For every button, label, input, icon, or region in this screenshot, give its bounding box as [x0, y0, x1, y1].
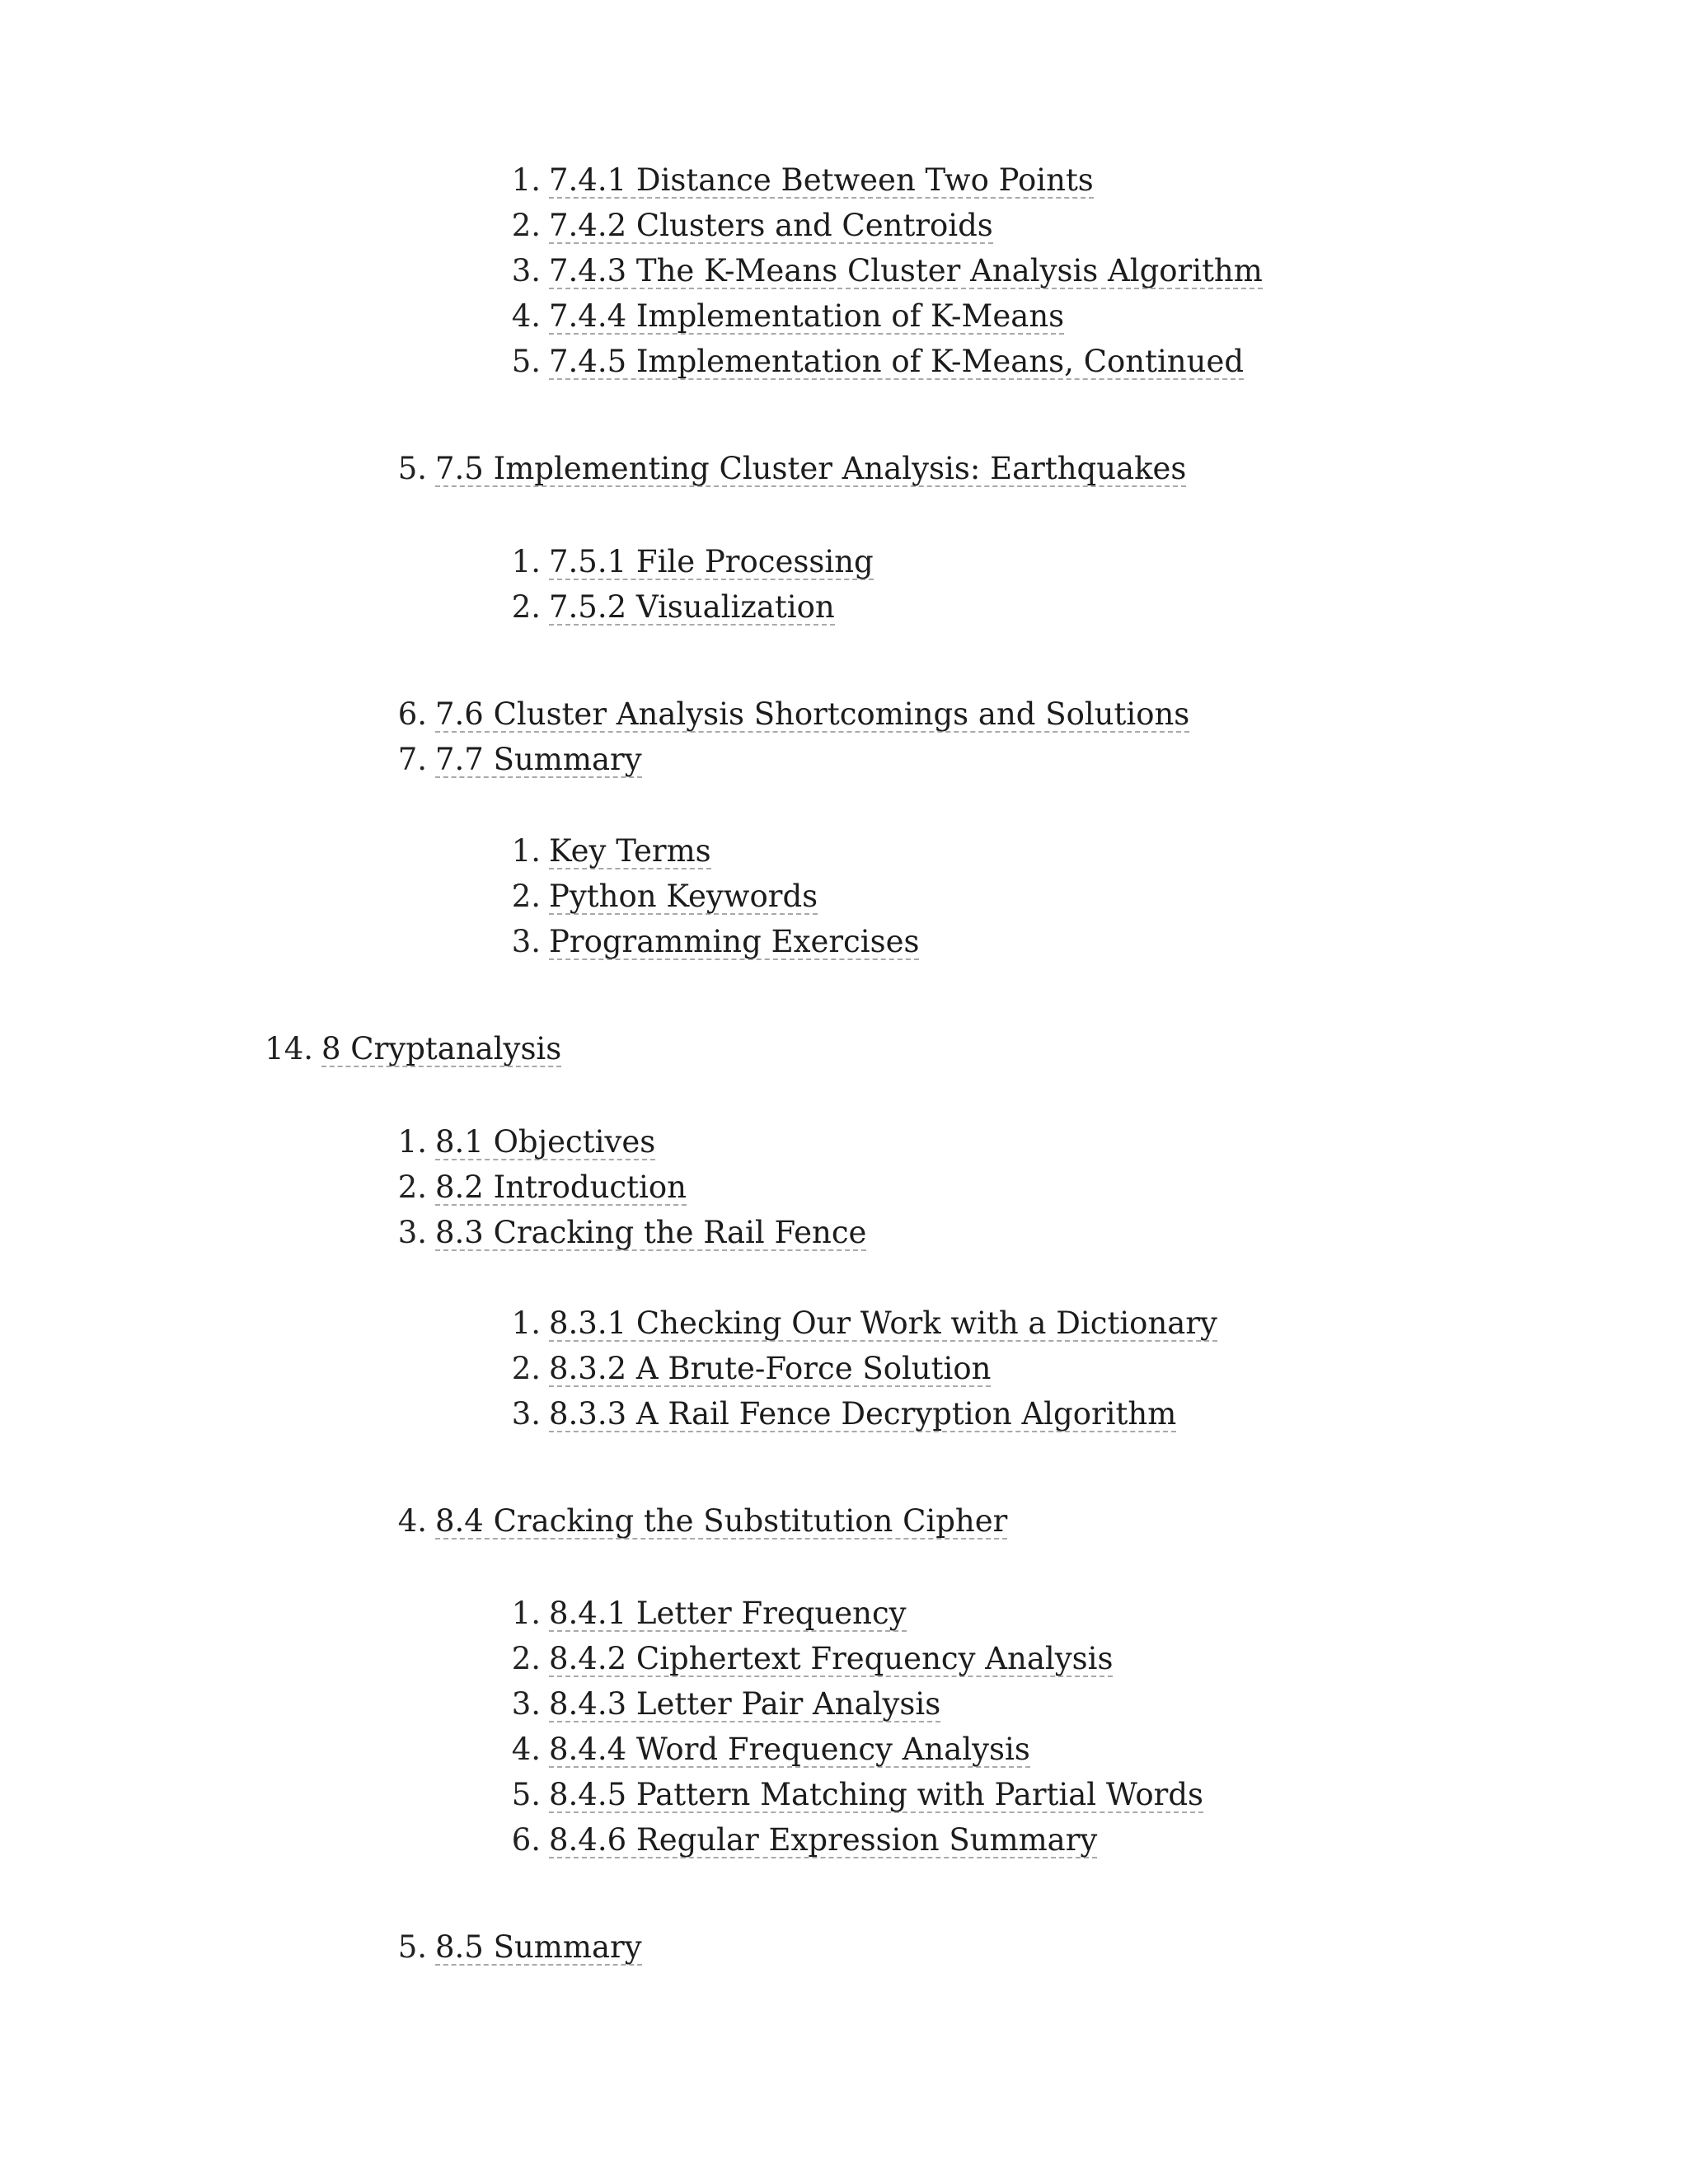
toc-entry-number: 1.	[511, 162, 541, 198]
toc-link-7-5-1[interactable]: 7.5.1 File Processing	[549, 544, 874, 579]
toc-link-8-4-3[interactable]: 8.4.3 Letter Pair Analysis	[549, 1686, 941, 1722]
toc-link-python-keywords[interactable]: Python Keywords	[549, 879, 818, 914]
toc-link-7-4-5[interactable]: 7.4.5 Implementation of K-Means, Continued	[549, 344, 1245, 379]
toc-entry-8-4-5	[511, 1773, 1204, 1817]
toc-entry-number: 4.	[511, 1732, 541, 1767]
toc-entry-key-terms	[511, 829, 711, 874]
toc-entry-8-3-2	[511, 1347, 992, 1391]
toc-link-key-terms[interactable]: Key Terms	[549, 833, 711, 869]
toc-entry-number: 5.	[397, 1929, 427, 1965]
toc-entry-python-keywords	[511, 874, 818, 919]
toc-entry-7-5-1	[511, 540, 874, 584]
toc-link-8-3-3[interactable]: 8.3.3 A Rail Fence Decryption Algorithm	[549, 1396, 1177, 1432]
toc-entry-number: 3.	[511, 1396, 541, 1432]
toc-entry-number: 1.	[511, 833, 541, 869]
toc-entry-7-7	[397, 738, 642, 782]
toc-link-8-4[interactable]: 8.4 Cracking the Substitution Cipher	[435, 1503, 1008, 1539]
toc-link-7-4-3[interactable]: 7.4.3 The K-Means Cluster Analysis Algorithm	[549, 253, 1263, 288]
toc-link-8-3-1[interactable]: 8.3.1 Checking Our Work with a Dictionary	[549, 1305, 1217, 1341]
toc-entry-8-4-6	[511, 1818, 1098, 1863]
toc-entry-number: 2.	[511, 1641, 541, 1676]
toc-link-8-1[interactable]: 8.1 Objectives	[435, 1124, 656, 1160]
toc-entry-number: 5.	[511, 1777, 541, 1812]
toc-entry-8-4-3	[511, 1682, 941, 1727]
toc-link-7-6[interactable]: 7.6 Cluster Analysis Shortcomings and Solutions	[435, 696, 1190, 732]
toc-entry-programming-exercises	[511, 920, 920, 964]
toc-entry-number: 4.	[397, 1503, 427, 1539]
toc-entry-number: 14.	[265, 1031, 313, 1066]
toc-link-8-5[interactable]: 8.5 Summary	[435, 1929, 642, 1965]
toc-entry-8-4-1	[511, 1591, 907, 1636]
toc-entry-number: 1.	[397, 1124, 427, 1160]
toc-link-8-4-2[interactable]: 8.4.2 Ciphertext Frequency Analysis	[549, 1641, 1114, 1676]
toc-entry-7-6	[397, 692, 1190, 737]
toc-entry-8-4-4	[511, 1727, 1030, 1772]
toc-entry-8-1	[397, 1120, 656, 1165]
toc-entry-7-4-5	[511, 340, 1245, 384]
toc-link-7-5[interactable]: 7.5 Implementing Cluster Analysis: Earthquakes	[435, 451, 1187, 486]
toc-entry-number: 1.	[511, 1596, 541, 1631]
toc-entry-number: 2.	[511, 589, 541, 625]
toc-link-8-2[interactable]: 8.2 Introduction	[435, 1169, 687, 1205]
toc-link-8-4-5[interactable]: 8.4.5 Pattern Matching with Partial Words	[549, 1777, 1204, 1812]
toc-entry-number: 2.	[511, 208, 541, 243]
toc-link-7-4-4[interactable]: 7.4.4 Implementation of K-Means	[549, 298, 1065, 334]
toc-entry-number: 7.	[397, 742, 427, 777]
toc-link-programming-exercises[interactable]: Programming Exercises	[549, 924, 920, 959]
toc-entry-8-2	[397, 1165, 687, 1210]
toc-link-chapter-8[interactable]: 8 Cryptanalysis	[321, 1031, 562, 1066]
toc-link-7-7[interactable]: 7.7 Summary	[435, 742, 642, 777]
toc-link-8-4-1[interactable]: 8.4.1 Letter Frequency	[549, 1596, 907, 1631]
toc-link-8-3-2[interactable]: 8.3.2 A Brute-Force Solution	[549, 1351, 992, 1386]
toc-link-8-4-6[interactable]: 8.4.6 Regular Expression Summary	[549, 1822, 1098, 1858]
toc-entry-8-4-2	[511, 1637, 1114, 1681]
toc-entry-8-3	[397, 1211, 867, 1255]
toc-entry-number: 6.	[397, 696, 427, 732]
toc-link-8-3[interactable]: 8.3 Cracking the Rail Fence	[435, 1215, 867, 1250]
toc-entry-chapter-8	[265, 1027, 562, 1071]
toc-entry-7-4-4	[511, 294, 1065, 339]
toc-entry-number: 3.	[511, 253, 541, 288]
toc-entry-8-3-3	[511, 1392, 1177, 1436]
toc-entry-number: 3.	[511, 1686, 541, 1722]
toc-entry-number: 2.	[511, 1351, 541, 1386]
toc-link-8-4-4[interactable]: 8.4.4 Word Frequency Analysis	[549, 1732, 1030, 1767]
toc-entry-number: 1.	[511, 544, 541, 579]
toc-link-7-5-2[interactable]: 7.5.2 Visualization	[549, 589, 835, 625]
toc-entry-8-5	[397, 1925, 642, 1970]
toc-entry-number: 6.	[511, 1822, 541, 1858]
toc-entry-7-5-2	[511, 585, 835, 630]
toc-link-7-4-1[interactable]: 7.4.1 Distance Between Two Points	[549, 162, 1094, 198]
toc-entry-number: 3.	[397, 1215, 427, 1250]
toc-entry-8-3-1	[511, 1301, 1217, 1346]
toc-entry-8-4	[397, 1499, 1008, 1544]
toc-entry-7-5	[397, 447, 1187, 491]
toc-entry-number: 3.	[511, 924, 541, 959]
toc-entry-number: 1.	[511, 1305, 541, 1341]
toc-entry-7-4-3	[511, 249, 1263, 293]
toc-entry-7-4-2	[511, 204, 993, 248]
toc-entry-number: 5.	[511, 344, 541, 379]
toc-entry-number: 2.	[397, 1169, 427, 1205]
toc-entry-7-4-1	[511, 158, 1094, 203]
toc-entry-number: 2.	[511, 879, 541, 914]
toc-link-7-4-2[interactable]: 7.4.2 Clusters and Centroids	[549, 208, 993, 243]
toc-entry-number: 4.	[511, 298, 541, 334]
toc-entry-number: 5.	[397, 451, 427, 486]
